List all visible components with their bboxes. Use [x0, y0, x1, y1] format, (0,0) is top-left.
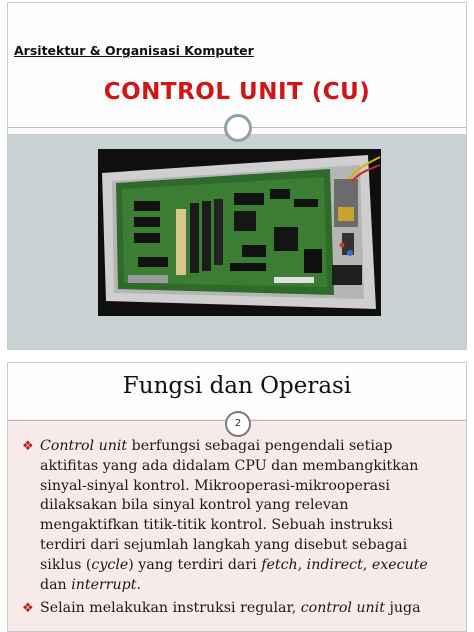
course-subtitle: Arsitektur & Organisasi Komputer	[14, 43, 254, 58]
text-line	[40, 599, 458, 619]
text-segment: .	[136, 576, 141, 593]
text-segment: dilaksakan bila sinyal kontrol yang relevan	[40, 497, 349, 514]
text-line	[40, 437, 458, 457]
italic-term: interrupt	[71, 576, 137, 593]
slide-2-body	[22, 437, 458, 623]
text-segment: sinyal-sinyal kontrol. Mikrooperasi-mikrooperasi	[40, 477, 390, 494]
text-line	[40, 477, 458, 497]
text-segment: dan	[40, 576, 72, 593]
text-segment: terdiri dari sejumlah langkah yang disebut sebagai	[40, 536, 408, 553]
motherboard-photo	[98, 149, 381, 316]
italic-term: cycle	[91, 556, 129, 573]
divider-circle-icon	[224, 114, 252, 142]
diamond-bullet-icon: ❖	[22, 439, 34, 454]
slide-1-header	[8, 3, 466, 127]
text-line	[40, 457, 458, 477]
slide-2-title: Fungsi dan Operasi	[122, 373, 352, 399]
diamond-bullet-icon: ❖	[22, 601, 34, 617]
text-line	[40, 576, 458, 596]
slide-1	[7, 2, 467, 350]
slide-2	[7, 362, 467, 632]
text-segment: siklus (	[40, 556, 92, 573]
text-line	[40, 516, 458, 536]
text-segment: aktifitas yang ada didalam CPU dan membangkitkan	[40, 457, 419, 474]
text-line	[40, 496, 458, 516]
slide-number: 2	[225, 411, 251, 437]
text-segment: juga	[384, 600, 421, 617]
bullet-paragraph	[22, 599, 458, 619]
text-segment: mengaktifkan titik-titik kontrol. Sebuah instruksi	[40, 517, 393, 534]
slide-1-title: CONTROL UNIT (CU)	[103, 79, 371, 105]
text-segment: berfungsi sebagai pengendali setiap	[127, 438, 393, 454]
bullet-paragraph	[22, 437, 458, 595]
italic-term: fetch, indirect	[261, 556, 363, 573]
text-line	[40, 536, 458, 556]
italic-term: control unit	[300, 600, 385, 617]
text-segment: ) yang terdiri dari	[128, 556, 262, 573]
italic-term: Control unit	[40, 438, 128, 454]
italic-term: execute	[371, 556, 428, 573]
text-segment: ,	[362, 556, 372, 573]
text-segment: Selain melakukan instruksi regular,	[40, 600, 301, 617]
text-line	[40, 556, 458, 576]
